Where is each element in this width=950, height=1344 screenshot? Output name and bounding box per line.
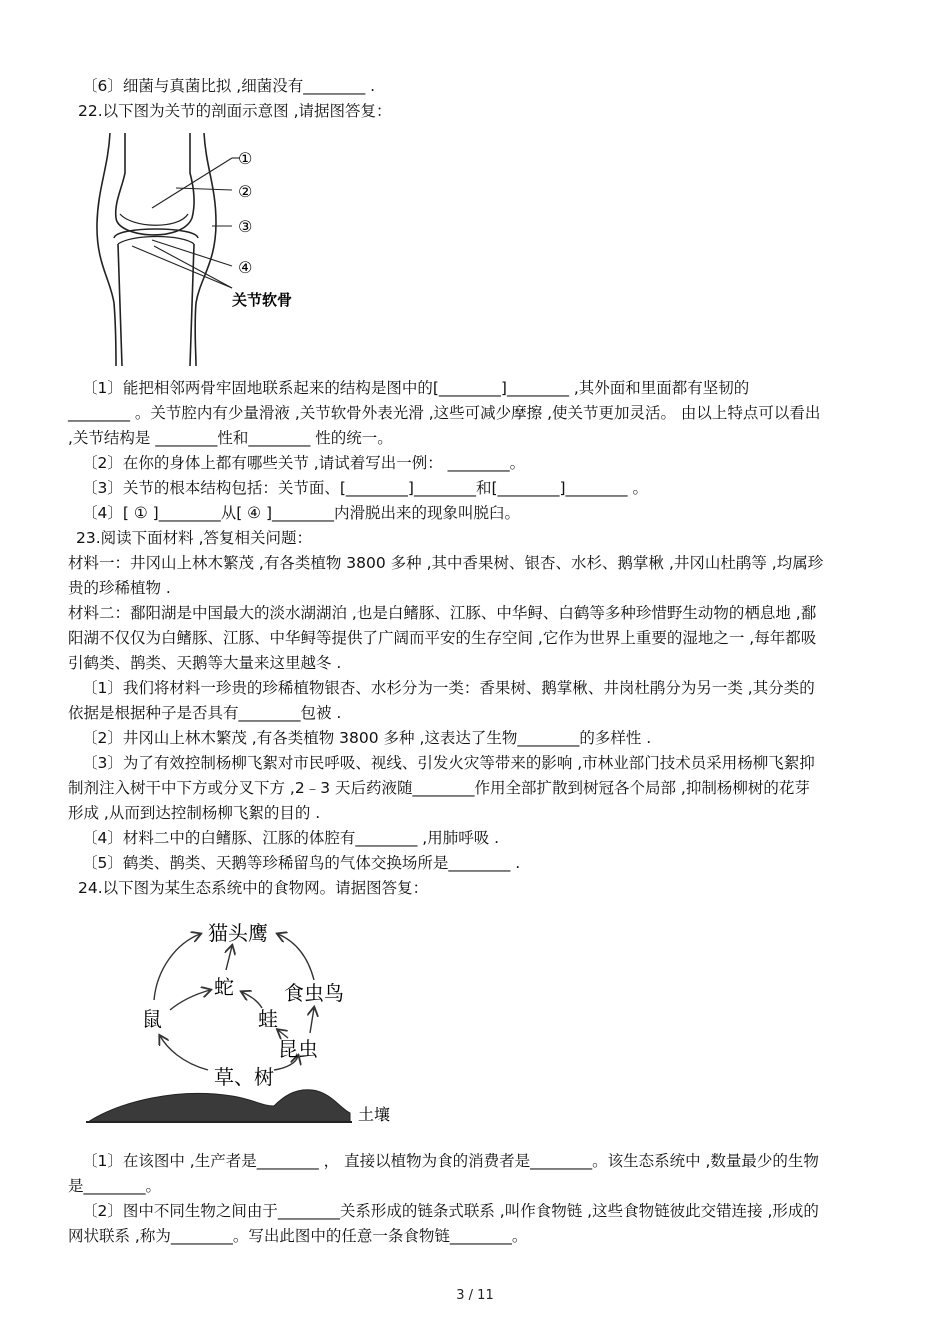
question-24-title: 24.以下图为某生态系统中的食物网。请据图答复：: [78, 879, 429, 897]
insect-label: 昆虫: [278, 1037, 318, 1061]
food-web-diagram: [82, 908, 422, 1138]
text-line: 〔3〕关节的根本结构包括：关节面、[________]________和[________]________ 。: [82, 479, 648, 497]
text-line: 〔2〕在你的身体上都有哪些关节 ,请试着写出一例： ________。: [82, 454, 526, 472]
joint-label-3: ③: [238, 217, 253, 236]
text-line: 网状联系 ,称为________。写出此图中的任意一条食物链________。: [68, 1227, 528, 1245]
joint-cartilage-label: 关节软骨: [232, 291, 293, 309]
text-line: 贵的珍稀植物 .: [68, 579, 171, 597]
insectivorous-bird-label: 食虫鸟: [284, 981, 344, 1005]
frog-label: 蛙: [258, 1007, 278, 1031]
text-line: 〔5〕鹤类、鹊类、天鹅等珍稀留鸟的气体交换场所是________ .: [82, 854, 521, 872]
text-line: 〔3〕为了有效控制杨柳飞絮对市民呼吸、视线、引发火灾等带来的影响 ,市林业部门技术员采用杨柳飞絮抑: [82, 754, 815, 772]
page-number: 3 / 11: [456, 1288, 494, 1303]
owl-label: 猫头鹰: [208, 921, 268, 945]
text-line: 材料二：鄱阳湖是中国最大的淡水湖湖泊 ,也是白鳍豚、江豚、中华鲟、白鹤等多种珍惜野生动物的栖息地 ,鄱: [68, 604, 817, 622]
joint-label-1: ①: [238, 149, 253, 168]
text-line: 〔2〕井冈山上林木繁茂 ,有各类植物 3800 多种 ,这表达了生物________的多样性 .: [82, 729, 652, 747]
question-23-title: 23.阅读下面材料 ,答复相关问题：: [76, 529, 313, 547]
text-line: 〔1〕在该图中 ,生产者是________ ， 直接以植物为食的消费者是________。该生态系统中 ,数量最少的生物: [82, 1152, 819, 1170]
text-line: 〔6〕细菌与真菌比拟 ,细菌没有________ .: [82, 77, 376, 95]
text-line: ,关节结构是 ________性和________ 性的统一。: [68, 429, 393, 447]
soil-label: 土壤: [358, 1105, 391, 1124]
text-line: 形成 ,从而到达控制杨柳飞絮的目的 .: [68, 804, 321, 822]
snake-label: 蛇: [214, 975, 234, 999]
text-line: ________ 。关节腔内有少量滑液 ,关节软骨外表光滑 ,这些可减少摩擦 ,使关节更加灵活。 由以上特点可以看出: [68, 404, 821, 422]
text-line: 阳湖不仅仅为白鳍豚、江豚、中华鲟等提供了广阔而平安的生存空间 ,它作为世界上重要的湿地之一 ,每年都吸: [68, 629, 817, 647]
text-line: 是________。: [68, 1177, 162, 1195]
joint-label-2: ②: [238, 182, 253, 201]
plants-label: 草、树: [214, 1065, 274, 1089]
question-22-title: 22.以下图为关节的剖面示意图 ,请据图答复：: [78, 102, 392, 120]
text-line: 〔1〕我们将材料一珍贵的珍稀植物银杏、水杉分为一类：香果树、鹅掌楸、井岗杜鹃分为另一类 ,其分类的: [82, 679, 815, 697]
text-line: 〔4〕材料二中的白鳍豚、江豚的体腔有________ ,用肺呼吸 .: [82, 829, 500, 847]
text-line: 材料一：井冈山上林木繁茂 ,有各类植物 3800 多种 ,其中香果树、银杏、水杉、鹅掌楸 ,井冈山杜鹃等 ,均属珍: [68, 554, 824, 572]
joint-label-4: ④: [238, 258, 253, 277]
text-line: 〔4〕[ ① ]________从[ ④ ]________内滑脱出来的现象叫脱臼。: [82, 504, 521, 522]
text-line: 依据是根据种子是否具有________包被 .: [68, 704, 342, 722]
text-line: 〔1〕能把相邻两骨牢固地联系起来的结构是图中的[________]________ ,其外面和里面都有坚韧的: [82, 379, 750, 397]
mouse-label: 鼠: [142, 1007, 162, 1031]
soil-shape: [88, 1090, 350, 1122]
joint-diagram: [92, 128, 342, 368]
text-line: 〔2〕图中不同生物之间由于________关系形成的链条式联系 ,叫作食物链 ,这些食物链彼此交错连接 ,形成的: [82, 1202, 819, 1220]
text-line: 引鹤类、鹊类、天鹅等大量来这里越冬 .: [68, 654, 342, 672]
text-line: 制剂注入树干中下方或分叉下方 ,2﹣3 天后药液随________作用全部扩散到树冠各个局部 ,抑制杨柳树的花芽: [68, 779, 810, 797]
